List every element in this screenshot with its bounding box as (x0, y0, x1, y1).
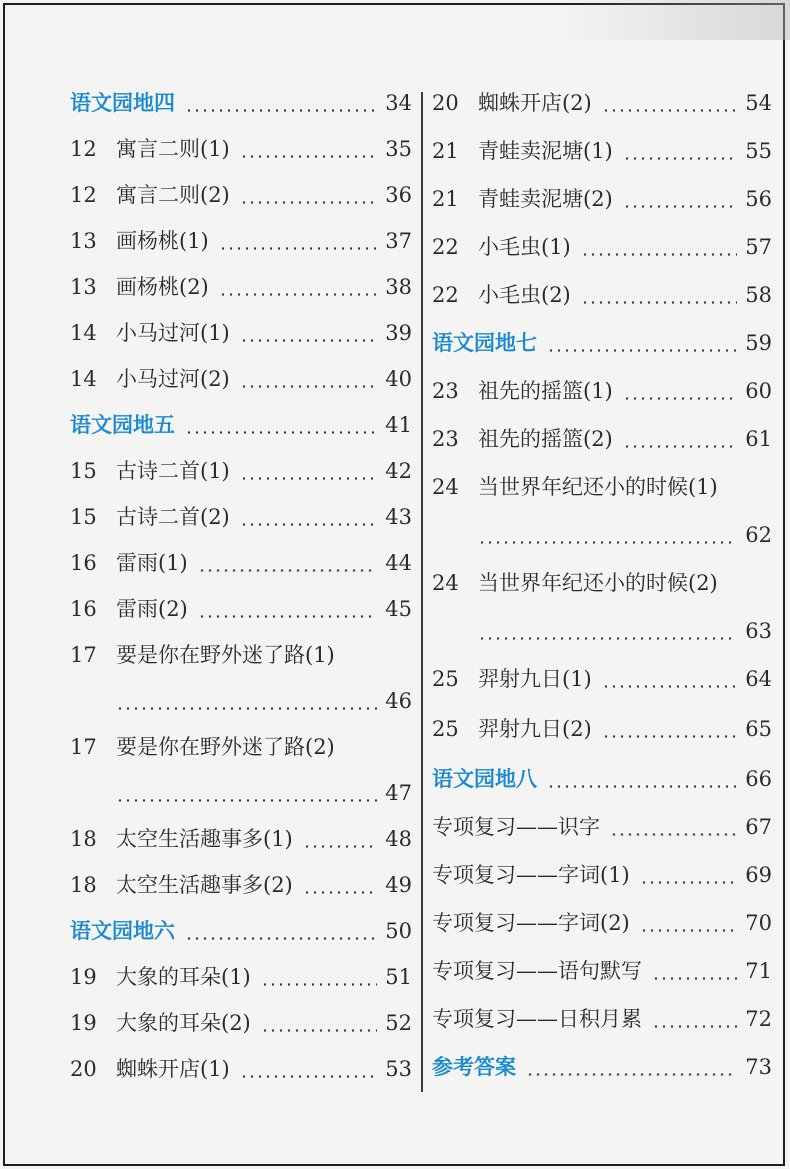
entry-title: 青蛙卖泥塘(1) (478, 139, 613, 163)
page-number: 50 (385, 919, 412, 943)
leader-dots (652, 977, 737, 980)
toc-entry (70, 728, 412, 762)
leader-dots (640, 929, 738, 932)
page-number: 63 (745, 619, 772, 643)
lesson-number: 22 (432, 235, 459, 259)
entry-title: 专项复习——识字 (432, 815, 600, 839)
page-number: 34 (385, 91, 412, 115)
lesson-number: 15 (70, 505, 97, 529)
page-number: 38 (385, 275, 412, 299)
entry-title: 寓言二则(1) (116, 137, 230, 161)
lesson-number: 16 (70, 597, 97, 621)
lesson-number: 15 (70, 459, 97, 483)
toc-entry (432, 84, 772, 118)
entry-title: 大象的耳朵(2) (116, 1011, 251, 1035)
entry-title: 小马过河(2) (116, 367, 230, 391)
entry-title: 画杨桃(1) (116, 229, 209, 253)
entry-title: 专项复习——日积月累 (432, 1007, 642, 1031)
toc-entry (432, 468, 772, 502)
page-number: 47 (385, 781, 412, 805)
page-number: 53 (385, 1057, 412, 1081)
leader-dots (240, 385, 378, 388)
toc-entry (70, 130, 412, 164)
leader-dots (602, 735, 738, 738)
page-number: 45 (385, 597, 412, 621)
leader-dots (198, 569, 378, 572)
toc-entry (432, 904, 772, 938)
leader-dots (198, 615, 378, 618)
leader-dots (240, 155, 378, 158)
page-number: 40 (385, 367, 412, 391)
page-number: 58 (745, 283, 772, 307)
page-number: 69 (745, 863, 772, 887)
page-number: 62 (745, 523, 772, 547)
toc-entry (432, 856, 772, 890)
toc-entry (70, 958, 412, 992)
lesson-number: 23 (432, 427, 459, 451)
leader-dots (219, 247, 378, 250)
entry-title: 小毛虫(1) (478, 235, 571, 259)
toc-entry (70, 1004, 412, 1038)
lesson-number: 19 (70, 965, 97, 989)
toc-entry (70, 314, 412, 348)
entry-title: 专项复习——字词(1) (432, 863, 630, 887)
entry-title: 要是你在野外迷了路(1) (116, 643, 335, 667)
entry-title: 古诗二首(1) (116, 459, 230, 483)
toc-entry (70, 268, 412, 302)
entry-title: 祖先的摇篮(2) (478, 427, 613, 451)
toc-entry (432, 372, 772, 406)
page-number: 42 (385, 459, 412, 483)
entry-title: 语文园地六 (70, 919, 175, 943)
toc-section-heading (70, 912, 412, 946)
page-number: 43 (385, 505, 412, 529)
toc-entry (70, 176, 412, 210)
lesson-number: 14 (70, 367, 97, 391)
page-number: 64 (745, 667, 772, 691)
lesson-number: 21 (432, 139, 459, 163)
entry-title: 蜘蛛开店(2) (478, 91, 592, 115)
entry-title: 太空生活趣事多(1) (116, 827, 293, 851)
entry-title: 古诗二首(2) (116, 505, 230, 529)
lesson-number: 17 (70, 643, 97, 667)
leader-dots (240, 523, 378, 526)
leader-dots (602, 685, 738, 688)
page-number: 35 (385, 137, 412, 161)
entry-title: 参考答案 (432, 1055, 516, 1079)
toc-entry-continuation (116, 774, 412, 808)
entry-title: 画杨桃(2) (116, 275, 209, 299)
toc-entry (432, 180, 772, 214)
toc-section-heading (432, 760, 772, 794)
page-number: 57 (745, 235, 772, 259)
leader-dots (610, 833, 737, 836)
leader-dots (240, 201, 378, 204)
page-number: 73 (745, 1055, 772, 1079)
toc-entry (432, 564, 772, 598)
lesson-number: 24 (432, 475, 459, 499)
leader-dots (303, 891, 378, 894)
lesson-number: 18 (70, 827, 97, 851)
entry-title: 语文园地五 (70, 413, 175, 437)
toc-entry (432, 276, 772, 310)
leader-dots (652, 1025, 737, 1028)
leader-dots (623, 205, 738, 208)
leader-dots (185, 109, 377, 112)
page-number: 36 (385, 183, 412, 207)
leader-dots (261, 1029, 378, 1032)
toc-entry-continuation (478, 516, 772, 550)
scan-shadow (560, 0, 790, 40)
page-number: 61 (745, 427, 772, 451)
page-number: 56 (745, 187, 772, 211)
toc-entry (432, 132, 772, 166)
lesson-number: 22 (432, 283, 459, 307)
page-number: 59 (745, 331, 772, 355)
leader-dots (185, 937, 377, 940)
toc-section-heading (70, 84, 412, 118)
entry-title: 大象的耳朵(1) (116, 965, 251, 989)
lesson-number: 19 (70, 1011, 97, 1035)
toc-entry (432, 1000, 772, 1034)
toc-entry (70, 636, 412, 670)
entry-title: 当世界年纪还小的时候(1) (478, 475, 718, 499)
page-number: 44 (385, 551, 412, 575)
toc-entry (70, 866, 412, 900)
entry-title: 要是你在野外迷了路(2) (116, 735, 335, 759)
lesson-number: 20 (432, 91, 459, 115)
entry-title: 专项复习——语句默写 (432, 959, 642, 983)
page-number: 39 (385, 321, 412, 345)
entry-title: 太空生活趣事多(2) (116, 873, 293, 897)
leader-dots (547, 349, 737, 352)
toc-entry (70, 1050, 412, 1084)
lesson-number: 25 (432, 717, 459, 741)
leader-dots (303, 845, 378, 848)
lesson-number: 24 (432, 571, 459, 595)
page-number: 66 (745, 767, 772, 791)
leader-dots (581, 253, 738, 256)
page-number: 70 (745, 911, 772, 935)
leader-dots (602, 109, 738, 112)
page-number: 55 (745, 139, 772, 163)
toc-entry (70, 222, 412, 256)
entry-title: 小毛虫(2) (478, 283, 571, 307)
toc-entry (432, 952, 772, 986)
toc-section-heading (432, 1048, 772, 1082)
toc-entry (70, 360, 412, 394)
lesson-number: 12 (70, 137, 97, 161)
leader-dots (240, 1075, 378, 1078)
leader-dots (478, 637, 737, 640)
leader-dots (623, 157, 738, 160)
page-number: 48 (385, 827, 412, 851)
lesson-number: 20 (70, 1057, 97, 1081)
toc-entry-continuation (478, 612, 772, 646)
page-number: 67 (745, 815, 772, 839)
toc-entry (70, 498, 412, 532)
page-number: 71 (745, 959, 772, 983)
leader-dots (640, 881, 738, 884)
column-divider (421, 92, 423, 1092)
lesson-number: 25 (432, 667, 459, 691)
entry-title: 雷雨(2) (116, 597, 188, 621)
leader-dots (219, 293, 378, 296)
page-number: 65 (745, 717, 772, 741)
entry-title: 青蛙卖泥塘(2) (478, 187, 613, 211)
page-number: 72 (745, 1007, 772, 1031)
page-number: 52 (385, 1011, 412, 1035)
page-number: 49 (385, 873, 412, 897)
toc-entry (432, 710, 772, 744)
lesson-number: 23 (432, 379, 459, 403)
toc-entry (432, 420, 772, 454)
entry-title: 雷雨(1) (116, 551, 188, 575)
toc-entry (70, 590, 412, 624)
entry-title: 语文园地八 (432, 767, 537, 791)
leader-dots (478, 541, 737, 544)
page-number: 54 (745, 91, 772, 115)
page-number: 51 (385, 965, 412, 989)
leader-dots (526, 1073, 737, 1076)
page-number: 46 (385, 689, 412, 713)
lesson-number: 18 (70, 873, 97, 897)
toc-entry-continuation (116, 682, 412, 716)
entry-title: 羿射九日(2) (478, 717, 592, 741)
toc-entry (70, 544, 412, 578)
lesson-number: 21 (432, 187, 459, 211)
leader-dots (623, 445, 738, 448)
entry-title: 语文园地七 (432, 331, 537, 355)
entry-title: 羿射九日(1) (478, 667, 592, 691)
toc-entry (70, 452, 412, 486)
page-number: 60 (745, 379, 772, 403)
leader-dots (240, 477, 378, 480)
entry-title: 祖先的摇篮(1) (478, 379, 613, 403)
page-number: 37 (385, 229, 412, 253)
entry-title: 寓言二则(2) (116, 183, 230, 207)
entry-title: 语文园地四 (70, 91, 175, 115)
toc-section-heading (432, 324, 772, 358)
leader-dots (116, 799, 377, 802)
leader-dots (261, 983, 378, 986)
leader-dots (116, 707, 377, 710)
toc-entry (70, 820, 412, 854)
lesson-number: 16 (70, 551, 97, 575)
leader-dots (623, 397, 738, 400)
leader-dots (547, 785, 737, 788)
leader-dots (240, 339, 378, 342)
lesson-number: 13 (70, 229, 97, 253)
entry-title: 小马过河(1) (116, 321, 230, 345)
leader-dots (581, 301, 738, 304)
lesson-number: 14 (70, 321, 97, 345)
toc-entry (432, 660, 772, 694)
entry-title: 当世界年纪还小的时候(2) (478, 571, 718, 595)
entry-title: 蜘蛛开店(1) (116, 1057, 230, 1081)
leader-dots (185, 431, 377, 434)
toc-section-heading (70, 406, 412, 440)
lesson-number: 17 (70, 735, 97, 759)
entry-title: 专项复习——字词(2) (432, 911, 630, 935)
toc-entry (432, 808, 772, 842)
page-number: 41 (385, 413, 412, 437)
lesson-number: 13 (70, 275, 97, 299)
toc-entry (432, 228, 772, 262)
lesson-number: 12 (70, 183, 97, 207)
